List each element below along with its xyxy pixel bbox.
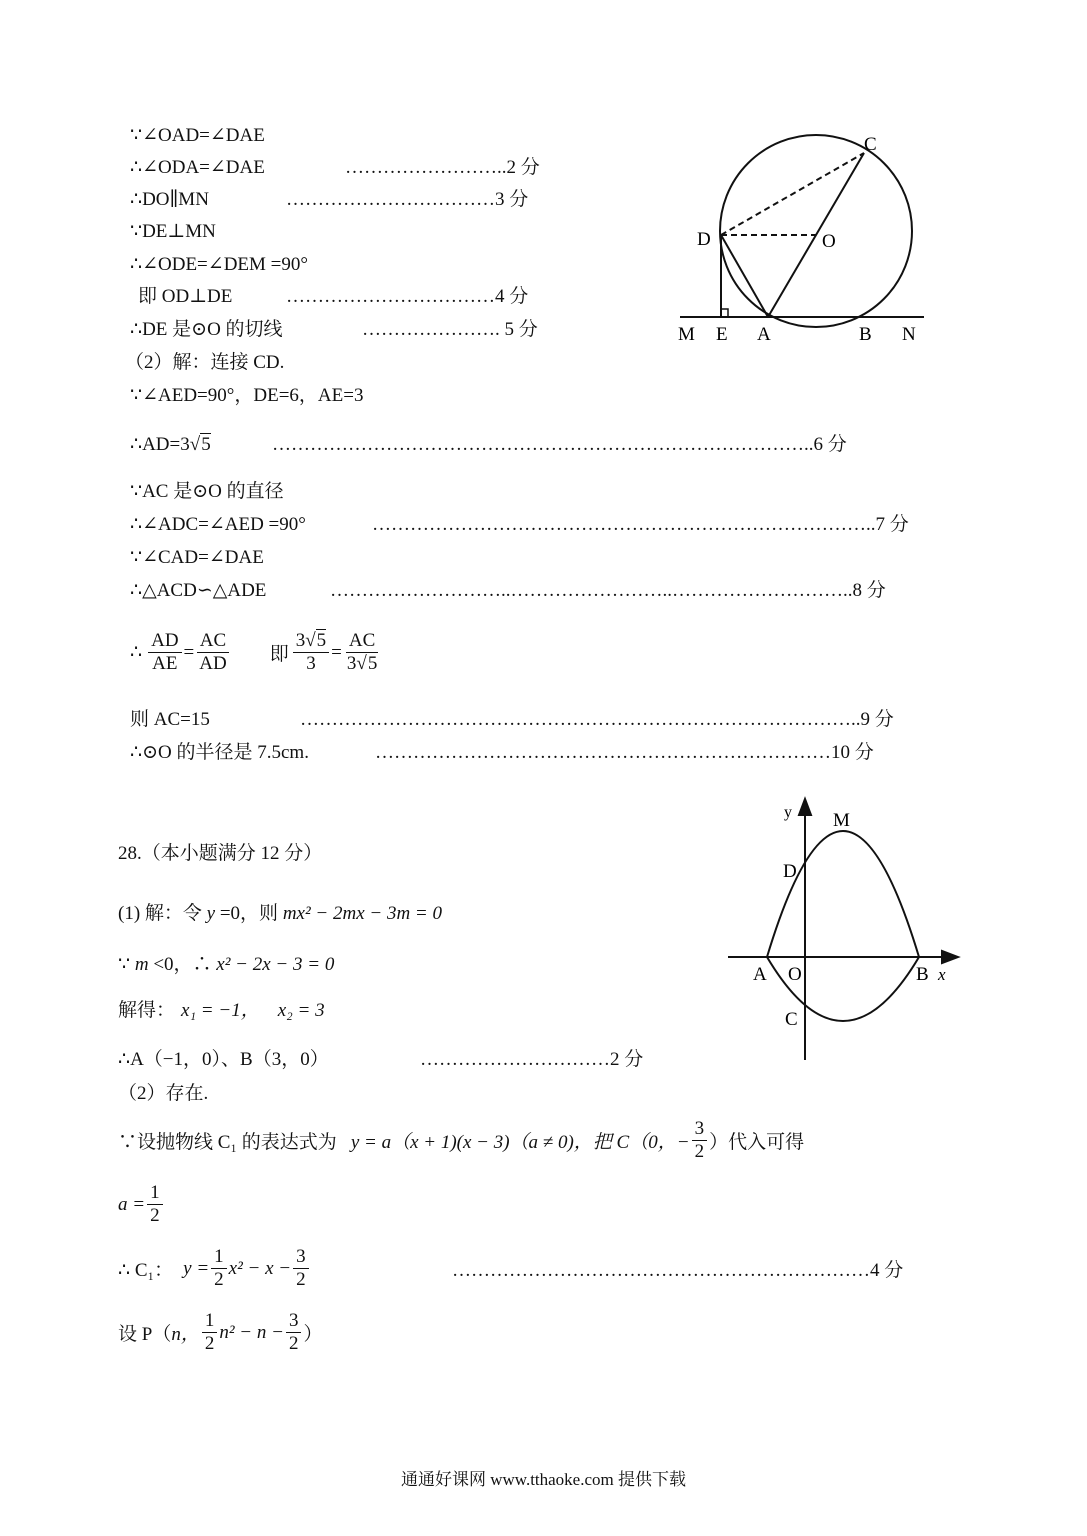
score-8: ………………………..……………………..………………………..8 分 (330, 580, 886, 601)
label-e: E (716, 324, 728, 345)
solution-line-8: ∴ C₁： y = $\frac{1}{2}$ x² − x − $\frac{3}{2}$ (118, 1246, 311, 1291)
page-footer: 通通好课网 www.tthaoke.com 提供下载 (400, 1470, 687, 1489)
sqrt-sign: √ (189, 434, 201, 455)
fraction-ac-ad: $\frac{AC}{AD}$ (196, 630, 229, 675)
score-3: ……………………………3 分 (286, 189, 529, 210)
label-x: x (938, 965, 946, 984)
score-2: ……………………..2 分 (345, 157, 540, 178)
equals-sign-2: = (331, 641, 342, 663)
proof-line-12: ∴∠ADC=∠AED =90° (130, 514, 306, 535)
equals-sign: = (183, 641, 195, 663)
fraction-ac-3sqrt5: $\frac{AC}{3√5}$ (346, 630, 378, 674)
fraction-c1-b: $\frac{3}{2}$ (293, 1246, 309, 1291)
label-m: M (678, 324, 695, 345)
proof-line-3: ∴DO∥MN (130, 189, 209, 210)
score-5: …………………. 5 分 (362, 319, 538, 340)
segment-dc-dashed (721, 153, 864, 235)
proof-line-2: ∴∠ODA=∠DAE (130, 157, 265, 178)
score-10: ………………………………………………………………10 分 (375, 742, 874, 763)
circle-figure (670, 125, 940, 350)
proof-line-6: 即 OD⊥DE (138, 286, 233, 307)
label-n: N (902, 324, 916, 345)
proportion-line (130, 630, 382, 675)
proof-line-11: ∵AC 是⊙O 的直径 (130, 481, 284, 502)
proof-line-14: ∴△ACD∽△ADE (130, 580, 267, 601)
proof-line-5: ∴∠ODE=∠DEM =90° (130, 254, 308, 275)
label-c2: C (785, 1009, 798, 1030)
proof-line-4: ∵DE⊥MN (130, 221, 216, 242)
label-o2: O (788, 964, 802, 985)
parabola-upper (767, 831, 919, 957)
fraction-3-2: $\frac{3}{2}$ (692, 1118, 708, 1163)
proof-line-17: ∴⊙O 的半径是 7.5cm. (130, 742, 309, 763)
proof-line-9: ∵∠AED=90°，DE=6，AE=3 (130, 385, 364, 406)
circle-o (720, 135, 912, 327)
label-c: C (864, 134, 877, 155)
question-28-title: 28.（本小题满分 12 分） (118, 843, 323, 864)
x-axis-arrow (942, 951, 958, 963)
proof-line-7: ∴DE 是⊙O 的切线 (130, 319, 283, 340)
label-d2: D (783, 861, 797, 882)
solution-line-2: ∵ m <0，∴ x² − 2x − 3 = 0 (118, 954, 335, 975)
score-7: ……………………………………………………………………..7 分 (372, 514, 909, 535)
proof-line-8: （2）解：连接 CD. (125, 352, 285, 373)
fraction-c1-a: $\frac{1}{2}$ (211, 1246, 227, 1291)
therefore-symbol: ∴ (130, 642, 143, 663)
solution-line-4: ∴A（−1，0）、B（3，0） (118, 1049, 329, 1070)
fraction-3sqrt5-3: $\frac{3√5}{3}$ (293, 630, 329, 675)
solution-line-1: (1) 解：令 y =0，则 mx² − 2mx − 3m = 0 (118, 903, 443, 924)
parabola-figure (720, 795, 970, 1065)
score-2-q28: …………………………2 分 (420, 1049, 644, 1070)
fraction-1-2: $\frac{1}{2}$ (147, 1182, 163, 1227)
label-b2: B (916, 964, 929, 985)
solution-line-3: 解得： x₁ = −1， x₂ = 3 (118, 1000, 325, 1021)
score-9: ……………………………………………………………………………..9 分 (300, 709, 894, 730)
segment-da (721, 235, 768, 317)
y-axis-arrow (799, 799, 811, 815)
fraction-p-a: $\frac{1}{2}$ (202, 1310, 218, 1355)
fraction-ad-ae: $\frac{AD}{AE}$ (148, 630, 181, 675)
label-o: O (822, 231, 836, 252)
score-4-q28: …………………………………………………………4 分 (452, 1260, 904, 1281)
score-4: ……………………………4 分 (286, 286, 529, 307)
label-d: D (697, 229, 711, 250)
label-m2: M (833, 810, 850, 831)
fraction-p-b: $\frac{3}{2}$ (286, 1310, 302, 1355)
ad-expression: ∴AD=3 (130, 434, 190, 455)
radicand: 5 (201, 434, 211, 455)
proof-line-1: ∵∠OAD=∠DAE (130, 125, 265, 146)
solution-line-9: 设 P（ n， $\frac{1}{2}$ n² − n − $\frac{3}{2}$ ） (118, 1310, 323, 1354)
right-angle-mark (721, 309, 728, 317)
proof-line-13: ∵∠CAD=∠DAE (130, 547, 264, 568)
label-a2: A (753, 964, 767, 985)
ji-label: 即 (269, 644, 289, 665)
label-a: A (757, 324, 771, 345)
score-6: …………………………………………………………………………..6 分 (272, 434, 847, 455)
proof-line-16: 则 AC=15 (130, 709, 210, 730)
solution-line-7: a = $\frac{1}{2}$ (118, 1182, 165, 1227)
proof-line-10 (130, 433, 211, 457)
solution-line-5: （2）存在. (118, 1083, 209, 1104)
solution-line-6: ∵设抛物线 C₁ 的表达式为 y = a（x + 1)(x − 3)（a ≠ 0)，把 C（0，− $\frac{3}{2}$ ）代入可得 (118, 1118, 805, 1162)
label-b: B (859, 324, 872, 345)
label-y: y (784, 804, 792, 821)
